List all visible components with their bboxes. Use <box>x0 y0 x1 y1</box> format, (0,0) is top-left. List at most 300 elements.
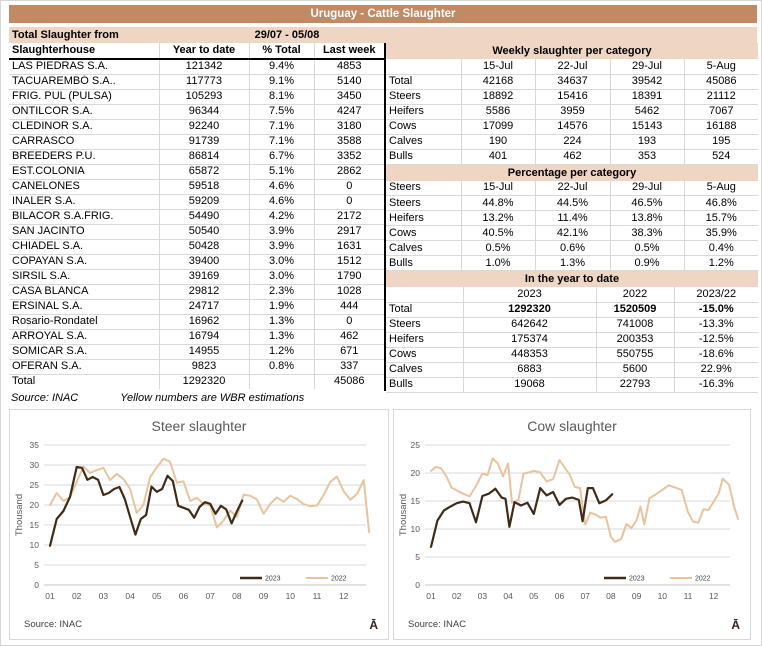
table-cell: 24717 <box>159 299 249 314</box>
table-cell: Steers <box>386 89 461 104</box>
column-header: Slaughterhouse <box>9 43 159 59</box>
table-cell: 50428 <box>159 239 249 254</box>
chart-corner-glyph: Ā <box>369 618 378 632</box>
legend-label-2023: 2023 <box>265 575 281 583</box>
x-tick-label: 04 <box>503 591 513 601</box>
weekly-table-title: Weekly slaughter per category <box>386 43 758 59</box>
steer-slaughter-chart <box>9 409 389 640</box>
x-tick-label: 09 <box>258 591 269 601</box>
table-cell: 200353 <box>596 332 674 347</box>
table-cell: Total <box>386 302 463 317</box>
table-row <box>386 196 758 211</box>
date-header-row <box>386 59 758 74</box>
table-cell: 1.0% <box>461 256 535 271</box>
table-cell: 8.1% <box>249 89 314 104</box>
table-cell: INALER S.A. <box>9 194 159 209</box>
table-cell: 3450 <box>314 89 384 104</box>
ytd-table-body <box>386 302 758 392</box>
x-tick-label: 04 <box>125 591 135 601</box>
y-tick-label: 20 <box>410 468 420 478</box>
y-tick-label: 20 <box>29 500 39 510</box>
weekly-slaughter-table <box>386 59 758 165</box>
table-cell: 337 <box>314 359 384 374</box>
total-row <box>9 374 384 389</box>
chart-source-note: Source: INAC <box>24 619 83 630</box>
x-tick-label: 03 <box>477 591 488 601</box>
table-cell: 1512 <box>314 254 384 269</box>
table-cell: 21112 <box>684 89 758 104</box>
table-cell: 0.5% <box>461 241 535 256</box>
table-row <box>386 377 758 392</box>
cow-chart-canvas <box>394 410 750 639</box>
table-cell: 3352 <box>314 149 384 164</box>
table-cell: 9.4% <box>249 59 314 74</box>
table-cell: 59518 <box>159 179 249 194</box>
x-tick-label: 06 <box>178 591 189 601</box>
slaughterhouse-table <box>9 43 384 389</box>
table-cell: 29-Jul <box>610 59 684 74</box>
table-cell: 86814 <box>159 149 249 164</box>
table-cell: 39169 <box>159 269 249 284</box>
source-note: Source: INAC <box>11 392 79 404</box>
table-cell: 3.0% <box>249 269 314 284</box>
table-cell: Steers <box>386 317 463 332</box>
table-row <box>386 256 758 271</box>
table-cell: 6.7% <box>249 149 314 164</box>
table-cell: SOMICAR S.A. <box>9 344 159 359</box>
table-cell: 2917 <box>314 224 384 239</box>
table-cell: 15.7% <box>684 211 758 226</box>
table-cell: 1790 <box>314 269 384 284</box>
table-cell: 2.3% <box>249 284 314 299</box>
table-row <box>386 149 758 164</box>
table-cell: Heifers <box>386 104 461 119</box>
table-cell: 5600 <box>596 362 674 377</box>
period-band <box>9 27 757 43</box>
table-cell: 0 <box>314 179 384 194</box>
table-cell: 38.3% <box>610 226 684 241</box>
table-cell: 34637 <box>535 74 610 89</box>
table-cell: 5586 <box>461 104 535 119</box>
table-cell: 741008 <box>596 317 674 332</box>
date-header-row <box>386 181 758 196</box>
table-cell: Cows <box>386 119 461 134</box>
table-cell: 401 <box>461 149 535 164</box>
table-cell: CLEDINOR S.A. <box>9 119 159 134</box>
table-cell: Calves <box>386 241 461 256</box>
table-cell: 42.1% <box>535 226 610 241</box>
y-axis-label: Thousand <box>14 493 25 537</box>
table-cell: 175374 <box>463 332 596 347</box>
table-row <box>386 89 758 104</box>
x-tick-label: 03 <box>98 591 109 601</box>
table-cell: 193 <box>610 134 684 149</box>
table-cell: 40.5% <box>461 226 535 241</box>
table-cell: Total <box>386 74 461 89</box>
x-tick-label: 07 <box>580 591 590 601</box>
table-cell: 9823 <box>159 359 249 374</box>
table-cell: 0.5% <box>610 241 684 256</box>
table-cell: 65872 <box>159 164 249 179</box>
table-cell: 2023/22 <box>674 287 758 302</box>
table-cell: 195 <box>684 134 758 149</box>
x-tick-label: 05 <box>529 591 539 601</box>
column-header: Year to date <box>159 43 249 59</box>
table-cell: 18892 <box>461 89 535 104</box>
y-tick-label: 35 <box>29 440 39 450</box>
table-cell: 45086 <box>333 375 365 388</box>
legend-label-2023: 2023 <box>629 575 645 583</box>
y-axis-label: Thousand <box>398 493 409 537</box>
table-cell: 13.2% <box>461 211 535 226</box>
table-cell: BILACOR S.A.FRIG. <box>9 209 159 224</box>
table-row <box>386 241 758 256</box>
table-cell: 18391 <box>610 89 684 104</box>
table-row <box>9 239 384 254</box>
table-row <box>9 209 384 224</box>
table-row <box>386 347 758 362</box>
table-cell: 96344 <box>159 104 249 119</box>
table-cell: 16188 <box>684 119 758 134</box>
table-cell: 1.3% <box>249 314 314 329</box>
table-cell: 19068 <box>463 377 596 392</box>
table-row <box>9 149 384 164</box>
period-label: Total Slaughter from <box>12 29 119 41</box>
table-cell: ONTILCOR S.A. <box>9 104 159 119</box>
table-row <box>386 211 758 226</box>
table-cell: 11.4% <box>535 211 610 226</box>
table-cell: 7.1% <box>249 134 314 149</box>
ytd-table <box>386 287 758 393</box>
period-value: 29/07 - 05/08 <box>254 29 320 41</box>
table-cell: -15.0% <box>674 302 758 317</box>
chart-source-note: Source: INAC <box>408 619 467 630</box>
table-cell: 1.9% <box>249 299 314 314</box>
x-tick-label: 11 <box>683 591 693 601</box>
y-tick-label: 10 <box>410 524 420 534</box>
x-tick-label: 10 <box>285 591 296 601</box>
table-cell: SAN JACINTO <box>9 224 159 239</box>
report-title-band <box>9 5 757 23</box>
table-cell: 91739 <box>159 134 249 149</box>
table-cell: 0 <box>314 194 384 209</box>
table-cell: 39400 <box>159 254 249 269</box>
table-cell: 14955 <box>159 344 249 359</box>
table-cell: 22793 <box>596 377 674 392</box>
report-title: Uruguay - Cattle Slaughter <box>310 8 456 20</box>
table-row <box>9 224 384 239</box>
table-row <box>9 119 384 134</box>
footnotes <box>11 392 304 404</box>
table-cell: BREEDERS P.U. <box>9 149 159 164</box>
table-cell: 2023 <box>463 287 596 302</box>
y-tick-label: 30 <box>29 460 39 470</box>
legend-label-2022: 2022 <box>331 575 347 583</box>
table-cell: 92240 <box>159 119 249 134</box>
table-cell: CANELONES <box>9 179 159 194</box>
table-row <box>9 134 384 149</box>
x-tick-label: 05 <box>152 591 162 601</box>
table-cell: LAS PIEDRAS S.A. <box>9 59 159 74</box>
y-tick-label: 5 <box>415 552 420 562</box>
table-row <box>9 359 384 374</box>
table-cell: 1292320 <box>463 302 596 317</box>
table-row <box>386 134 758 149</box>
table-row <box>9 194 384 209</box>
table-cell: 550755 <box>596 347 674 362</box>
estimation-note: Yellow numbers are WBR estimations <box>120 392 305 404</box>
table-row <box>9 269 384 284</box>
table-cell: SIRSIL S.A. <box>9 269 159 284</box>
slaughterhouse-table-header <box>9 43 384 59</box>
table-cell: 1.3% <box>249 329 314 344</box>
table-cell: 190 <box>461 134 535 149</box>
category-tables <box>386 43 758 393</box>
table-row <box>9 164 384 179</box>
table-cell: 3.9% <box>249 224 314 239</box>
table-cell <box>386 59 461 74</box>
table-row <box>9 299 384 314</box>
legend-label-2022: 2022 <box>695 575 711 583</box>
percentage-table-body <box>386 196 758 271</box>
table-row <box>386 332 758 347</box>
table-cell: 44.5% <box>535 196 610 211</box>
x-tick-label: 11 <box>312 591 322 601</box>
table-cell: 17099 <box>461 119 535 134</box>
header-row <box>9 43 384 59</box>
table-cell: 3.0% <box>249 254 314 269</box>
table-cell: -16.3% <box>674 377 758 392</box>
table-row <box>386 74 758 89</box>
table-cell: 444 <box>314 299 384 314</box>
y-tick-label: 0 <box>415 580 420 590</box>
table-row <box>9 179 384 194</box>
table-cell <box>249 374 314 389</box>
percentage-table-title: Percentage per category <box>386 165 758 181</box>
table-cell: 224 <box>535 134 610 149</box>
table-cell: FRIG. PUL (PULSA) <box>9 89 159 104</box>
table-cell: 7.1% <box>249 119 314 134</box>
table-cell: 4.2% <box>249 209 314 224</box>
weekly-table-body <box>386 74 758 164</box>
table-cell: 16794 <box>159 329 249 344</box>
table-cell: 5140 <box>314 74 384 89</box>
table-cell: 1631 <box>314 239 384 254</box>
table-cell: 1292320 <box>159 374 249 389</box>
table-cell: 45086 <box>684 74 758 89</box>
x-tick-label: 02 <box>451 591 462 601</box>
x-tick-label: 09 <box>631 591 642 601</box>
table-cell: 5.1% <box>249 164 314 179</box>
table-row <box>386 317 758 332</box>
y-tick-label: 25 <box>29 480 39 490</box>
table-cell: 50540 <box>159 224 249 239</box>
table-cell: 5462 <box>610 104 684 119</box>
table-cell: 2862 <box>314 164 384 179</box>
table-cell: 4.6% <box>249 179 314 194</box>
table-cell: TACUAREMBÓ S.A.. <box>9 74 159 89</box>
table-cell: 5-Aug <box>684 59 758 74</box>
table-cell: CASA BLANCA <box>9 284 159 299</box>
series-2022-line <box>50 459 369 533</box>
table-cell: -12.5% <box>674 332 758 347</box>
x-tick-label: 02 <box>71 591 82 601</box>
x-tick-label: 08 <box>606 591 616 601</box>
table-row <box>386 302 758 317</box>
table-cell: Cows <box>386 226 461 241</box>
y-tick-label: 15 <box>29 520 39 530</box>
table-cell: ARROYAL S.A. <box>9 329 159 344</box>
table-row <box>9 59 384 74</box>
table-cell: -18.6% <box>674 347 758 362</box>
table-cell: 4247 <box>314 104 384 119</box>
table-cell: 5-Aug <box>684 181 758 196</box>
table-cell: 121342 <box>159 59 249 74</box>
table-cell: Calves <box>386 362 463 377</box>
table-cell: 0.6% <box>535 241 610 256</box>
cow-slaughter-chart <box>393 409 751 640</box>
x-tick-label: 01 <box>45 591 55 601</box>
table-row <box>9 314 384 329</box>
table-cell: 22-Jul <box>535 181 610 196</box>
table-cell: 4.6% <box>249 194 314 209</box>
table-cell: 2172 <box>314 209 384 224</box>
y-tick-label: 25 <box>410 440 420 450</box>
table-cell: 0.9% <box>610 256 684 271</box>
table-cell: 15143 <box>610 119 684 134</box>
table-cell: 3.9% <box>249 239 314 254</box>
table-cell: Steers <box>386 181 461 196</box>
chart-title: Steer slaughter <box>151 418 247 434</box>
y-tick-label: 0 <box>34 580 39 590</box>
table-row <box>9 344 384 359</box>
x-tick-label: 06 <box>554 591 565 601</box>
table-row <box>9 329 384 344</box>
table-cell: 3959 <box>535 104 610 119</box>
x-tick-label: 08 <box>232 591 242 601</box>
table-cell: -13.3% <box>674 317 758 332</box>
table-cell: 54490 <box>159 209 249 224</box>
table-cell: 6883 <box>463 362 596 377</box>
ytd-table-title: In the year to date <box>386 271 758 287</box>
table-cell: 117773 <box>159 74 249 89</box>
table-cell: 29812 <box>159 284 249 299</box>
table-cell: 14576 <box>535 119 610 134</box>
table-cell: 15-Jul <box>461 181 535 196</box>
table-cell: 22-Jul <box>535 59 610 74</box>
y-tick-label: 5 <box>34 560 39 570</box>
table-cell: 671 <box>314 344 384 359</box>
chart-title: Cow slaughter <box>527 418 617 434</box>
table-cell: 0 <box>314 314 384 329</box>
table-cell: 642642 <box>463 317 596 332</box>
table-cell: 7.5% <box>249 104 314 119</box>
table-cell: 4853 <box>314 59 384 74</box>
table-cell: Steers <box>386 196 461 211</box>
table-cell: 39542 <box>610 74 684 89</box>
steer-chart-canvas <box>10 410 388 639</box>
table-cell: Rosario-Rondatel <box>9 314 159 329</box>
table-cell: 448353 <box>463 347 596 362</box>
chart-corner-glyph: Ā <box>731 618 740 632</box>
table-cell: 1.2% <box>684 256 758 271</box>
slaughterhouse-table-total <box>9 374 384 389</box>
table-row <box>386 226 758 241</box>
x-tick-label: 10 <box>657 591 668 601</box>
year-header-row <box>386 287 758 302</box>
column-header: Last week <box>314 43 384 59</box>
table-cell: CARRASCO <box>9 134 159 149</box>
percentage-table <box>386 181 758 272</box>
table-cell: Heifers <box>386 332 463 347</box>
table-cell: 42168 <box>461 74 535 89</box>
table-cell: 13.8% <box>610 211 684 226</box>
table-cell: 7067 <box>684 104 758 119</box>
table-row <box>9 74 384 89</box>
x-tick-label: 07 <box>205 591 215 601</box>
x-tick-label: 12 <box>338 591 349 601</box>
table-cell: 44.8% <box>461 196 535 211</box>
table-cell: 46.8% <box>684 196 758 211</box>
y-tick-label: 15 <box>410 496 420 506</box>
table-cell: Bulls <box>386 149 461 164</box>
table-cell: 59209 <box>159 194 249 209</box>
table-cell: 1028 <box>314 284 384 299</box>
table-cell: 462 <box>535 149 610 164</box>
table-cell: 29-Jul <box>610 181 684 196</box>
table-cell: ERSINAL S.A. <box>9 299 159 314</box>
table-cell: Bulls <box>386 377 463 392</box>
table-cell: Calves <box>386 134 461 149</box>
table-row <box>9 254 384 269</box>
table-row <box>386 362 758 377</box>
table-row <box>386 104 758 119</box>
table-row <box>9 284 384 299</box>
table-cell: Bulls <box>386 256 461 271</box>
table-cell: 2022 <box>596 287 674 302</box>
table-cell: 3588 <box>314 134 384 149</box>
table-cell: 35.9% <box>684 226 758 241</box>
table-cell: 1.3% <box>535 256 610 271</box>
slaughterhouse-table-body <box>9 59 384 374</box>
y-tick-label: 10 <box>29 540 39 550</box>
table-cell: EST.COLONIA <box>9 164 159 179</box>
x-tick-label: 01 <box>426 591 436 601</box>
table-cell: 22.9% <box>674 362 758 377</box>
table-row <box>9 89 384 104</box>
table-cell: 105293 <box>159 89 249 104</box>
table-cell: 0.8% <box>249 359 314 374</box>
table-cell: Total <box>9 374 159 389</box>
table-cell: 3180 <box>314 119 384 134</box>
table-cell: 46.5% <box>610 196 684 211</box>
x-tick-label: 12 <box>708 591 719 601</box>
table-row <box>386 119 758 134</box>
table-cell: 462 <box>314 329 384 344</box>
table-cell: 353 <box>610 149 684 164</box>
table-cell: CHIADEL S.A. <box>9 239 159 254</box>
table-cell: Heifers <box>386 211 461 226</box>
table-cell: OFERAN S.A. <box>9 359 159 374</box>
table-row <box>9 104 384 119</box>
table-cell: 1520509 <box>596 302 674 317</box>
table-cell: COPAYAN S.A. <box>9 254 159 269</box>
table-cell: 524 <box>684 149 758 164</box>
table-cell: 0.4% <box>684 241 758 256</box>
column-header: % Total <box>249 43 314 59</box>
table-cell: 16962 <box>159 314 249 329</box>
table-cell: Cows <box>386 347 463 362</box>
